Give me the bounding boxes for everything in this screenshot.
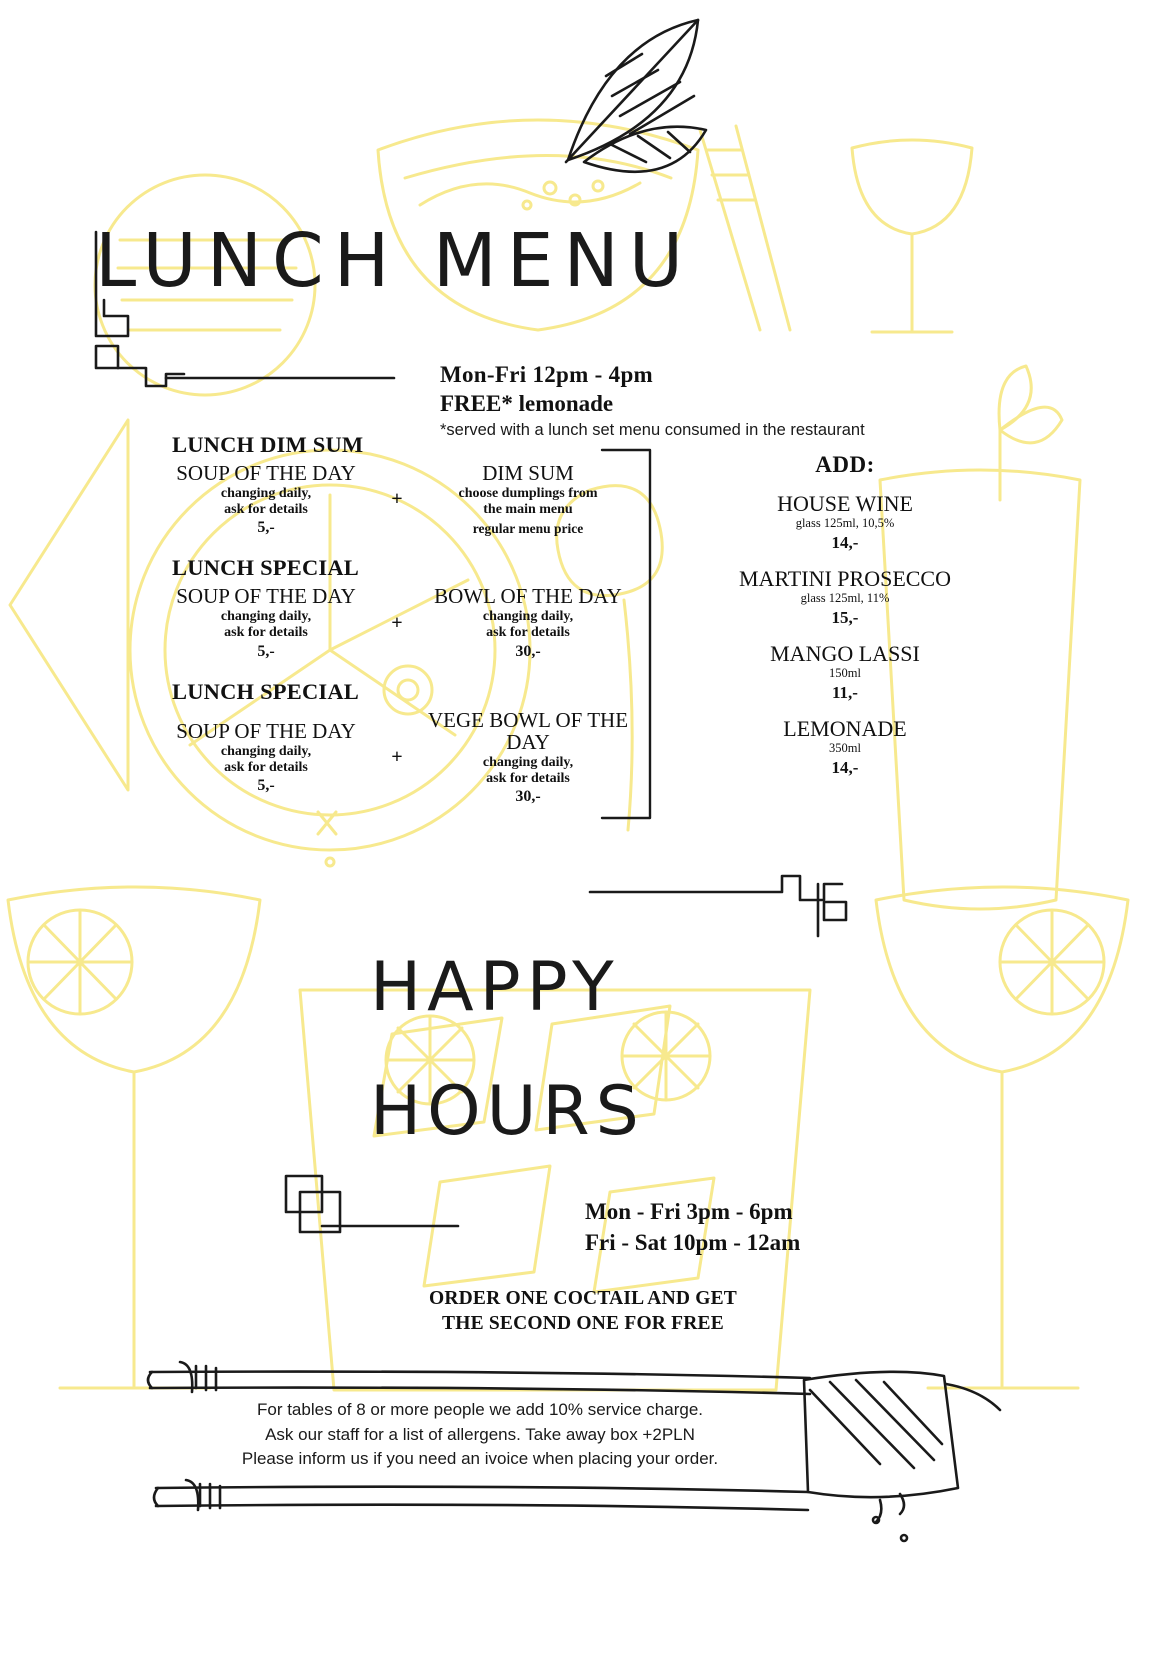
- item-price: 5,-: [257, 777, 275, 795]
- item-name: SOUP OF THE DAY: [176, 461, 356, 485]
- item-price: 5,-: [257, 519, 275, 537]
- add-item-meta: glass 125ml, 10,5%: [795, 516, 895, 531]
- item-desc: changing daily, ask for details: [482, 609, 574, 641]
- set-row: [150, 709, 660, 806]
- item-price: 5,-: [257, 642, 275, 660]
- item-price: 30,-: [515, 788, 541, 806]
- set-left-item: [150, 720, 382, 795]
- add-item-name: LEMONADE: [783, 716, 907, 742]
- footer-line-1: For tables of 8 or more people we add 10% service charge.: [256, 1400, 704, 1419]
- offer-line1: ORDER ONE COCTAIL AND GET: [428, 1288, 738, 1309]
- item-desc: changing daily, ask for details: [220, 743, 312, 775]
- happy-hours-title-line2: HOURS: [370, 1072, 645, 1151]
- add-item: [660, 492, 1030, 553]
- item-name: SOUP OF THE DAY: [176, 584, 356, 609]
- plus-symbol: +: [391, 746, 403, 768]
- item-sub: regular menu price: [472, 521, 584, 537]
- set-row: [150, 585, 660, 660]
- item-name: SOUP OF THE DAY: [176, 718, 356, 743]
- item-desc: choose dumplings from the main menu: [458, 486, 598, 517]
- lunch-promo-note: *served with a lunch set menu consumed in the restaurant: [440, 421, 865, 439]
- set-heading: LUNCH SPECIAL: [172, 555, 360, 581]
- lunch-hours-block: [440, 362, 1000, 440]
- lunch-hours: Mon-Fri 12pm - 4pm: [440, 362, 654, 387]
- add-item-price: 14,-: [831, 758, 859, 778]
- item-desc: changing daily, ask for details: [482, 754, 574, 786]
- item-name: BOWL OF THE DAY: [434, 584, 622, 609]
- add-item-price: 11,-: [832, 683, 858, 703]
- add-item-meta: 150ml: [829, 666, 861, 681]
- plus-symbol: +: [391, 611, 403, 634]
- set-left-item: [150, 585, 382, 660]
- happy-hours-title-line1: HAPPY: [370, 948, 620, 1027]
- page-title: LUNCH MENU: [95, 218, 694, 304]
- offer-line2: THE SECOND ONE FOR FREE: [442, 1313, 724, 1335]
- item-name: DIM SUM: [482, 461, 574, 485]
- item-name: VEGE BOWL OF THE DAY: [427, 707, 629, 754]
- happy-hours-time: Mon - Fri 3pm - 6pm: [585, 1199, 793, 1224]
- happy-hours-time: Fri - Sat 10pm - 12am: [585, 1230, 801, 1256]
- add-item-price: 15,-: [831, 608, 859, 628]
- happy-hours-times: [585, 1196, 985, 1258]
- add-title: ADD:: [815, 452, 875, 477]
- item-desc: changing daily, ask for details: [220, 486, 312, 517]
- add-item-price: 14,-: [831, 533, 859, 553]
- add-item-meta: 350ml: [829, 741, 861, 756]
- add-item-name: HOUSE WINE: [777, 491, 913, 516]
- set-heading: LUNCH DIM SUM: [172, 432, 364, 457]
- add-item-name: MARTINI PROSECCO: [739, 566, 951, 592]
- add-item: [660, 717, 1030, 778]
- add-item-name: MANGO LASSI: [770, 641, 920, 667]
- lunch-promo: FREE* lemonade: [440, 391, 614, 416]
- footer-line-2: Ask our staff for a list of allergens. Take away box +2PLN: [265, 1424, 695, 1444]
- plus-symbol: +: [391, 488, 403, 511]
- set-left-item: [150, 462, 382, 537]
- set-heading: LUNCH SPECIAL: [172, 678, 360, 704]
- item-price: 30,-: [515, 642, 541, 660]
- add-item: [660, 567, 1030, 628]
- add-item-meta: glass 125ml, 11%: [800, 591, 890, 606]
- add-item: [660, 642, 1030, 703]
- set-row: [150, 462, 660, 537]
- footer-line-3: Please inform us if you need an ivoice when placing your order.: [241, 1449, 719, 1469]
- add-column: [660, 452, 1030, 778]
- footer-notes: [150, 1398, 810, 1472]
- lunch-sets: [150, 432, 660, 806]
- bracket-decoration: [600, 448, 656, 820]
- happy-hours-offer: [333, 1286, 833, 1337]
- item-desc: changing daily, ask for details: [220, 609, 312, 641]
